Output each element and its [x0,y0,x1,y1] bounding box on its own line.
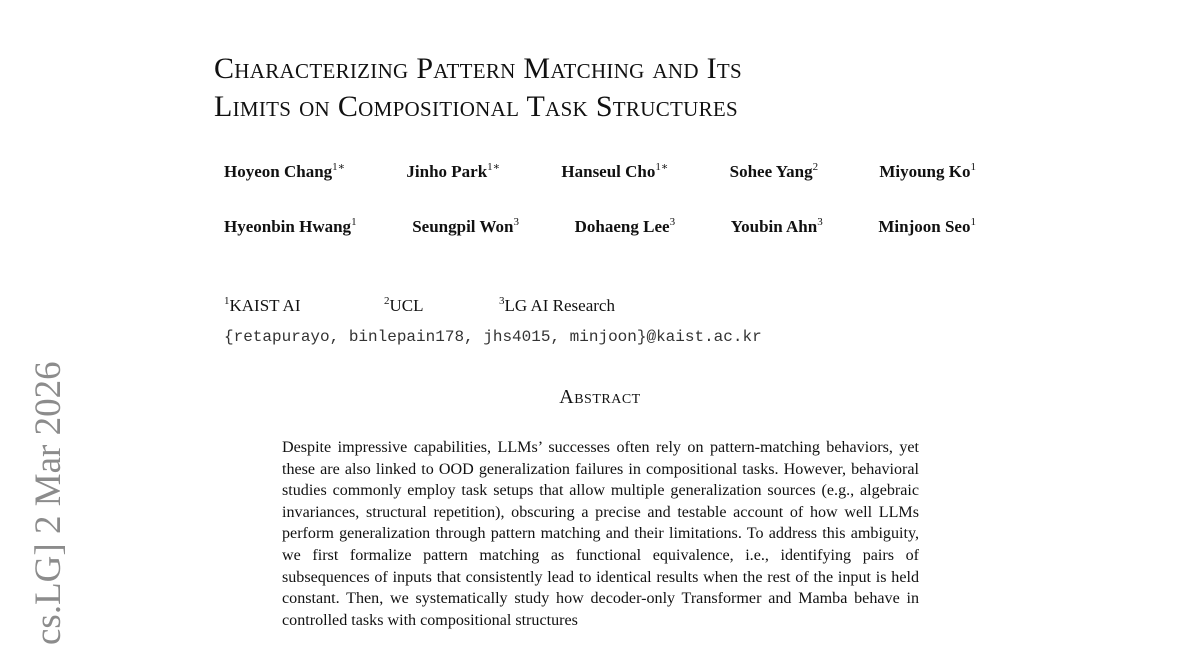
title-line-2: Limits on Compositional Task Structures [214,90,739,123]
author-name: Hoyeon Chang [224,162,333,181]
author-affiliation-mark: 1∗ [487,161,501,173]
affiliations [224,296,615,316]
author-affiliation-mark: 2 [812,161,819,173]
affiliation-mark: 2 [384,295,390,307]
author [731,217,823,237]
author-name: Dohaeng Lee [574,217,670,236]
affiliation [384,296,499,316]
author [878,217,976,237]
author-name: Hyeonbin Hwang [224,217,352,236]
author-emails: {retapurayo, binlepain178, jhs4015, minjoon}@kaist.ac.kr [224,328,762,346]
title-line-1: Characterizing Pattern Matching and Its [214,52,743,85]
affiliation [224,296,384,316]
author-affiliation-mark: 1 [351,216,357,228]
author [730,162,818,182]
affiliation-name: UCL [389,296,424,315]
author-name: Miyoung Ko [879,162,971,181]
author-affiliation-mark: 3 [513,216,519,228]
author [412,217,519,237]
author-affiliation-mark: 1 [970,161,976,173]
affiliation-name: LG AI Research [504,296,615,315]
author-name: Youbin Ahn [730,217,818,236]
author-name: Seungpil Won [412,217,514,236]
author-affiliation-mark: 1 [970,216,976,228]
abstract-heading: Abstract [559,386,641,408]
paper-title [214,50,742,126]
author-name: Hanseul Cho [561,162,656,181]
author-row-2 [224,217,976,237]
author-affiliation-mark: 1∗ [655,161,669,173]
author-name: Jinho Park [406,162,488,181]
abstract-text: Despite impressive capabilities, LLMs’ successes often rely on pattern-matching behaviors, yet these are also linked to OOD generalization failures in compositional tasks. However, behavioral studies commonly employ task setups that allow multiple generalization sources (e.g., algebraic invariances, structural repetition), obscuring a precise and testable account of how well LLMs perform generalization through pattern matching and their limitations. To address this ambiguity, we first formalize pattern matching as functional equivalence, i.e., identifying pairs of subsequences of inputs that consistently lead to identical results when the rest of the input is held constant. Then, we systematically study how decoder-only Transformer and Mamba behave in controlled tasks with compositional structures [282,439,919,629]
author [406,162,500,182]
author [575,217,675,237]
author [224,162,345,182]
author-affiliation-mark: 3 [817,216,823,228]
author-affiliation-mark: 1∗ [332,161,346,173]
author [879,162,976,182]
arxiv-identifier-stamp: cs.LG] 2 Mar 2026 [28,361,69,645]
author-name: Sohee Yang [729,162,813,181]
author-affiliation-mark: 3 [669,216,676,228]
author [561,162,668,182]
affiliation-name: KAIST AI [229,296,301,315]
author [224,217,357,237]
affiliation [499,296,615,316]
author-name: Minjoon Seo [878,217,971,236]
author-row-1 [224,162,976,182]
affiliation-mark: 1 [224,295,230,307]
affiliation-mark: 3 [499,295,505,307]
